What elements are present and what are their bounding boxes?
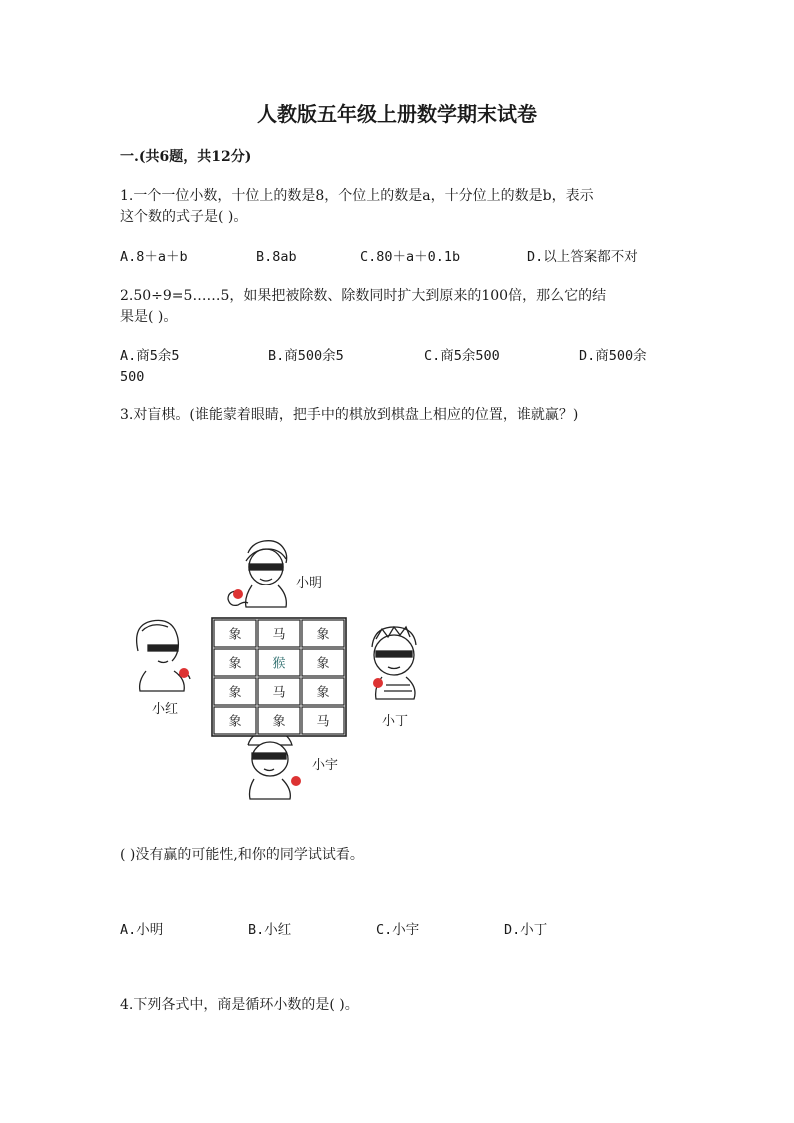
board-piece-label: 马 bbox=[316, 714, 330, 730]
q1-option-d[interactable]: D.以上答案都不对 bbox=[527, 249, 638, 265]
q1-option-a[interactable]: A.8＋a＋b bbox=[120, 249, 188, 265]
chess-piece-icon bbox=[179, 668, 189, 678]
q1-option-b[interactable]: B.8ab bbox=[256, 249, 297, 265]
board-piece-label: 象 bbox=[316, 656, 330, 672]
board-piece-label: 猴 bbox=[272, 656, 286, 672]
q1-option-c[interactable]: C.80＋a＋0.1b bbox=[360, 249, 461, 265]
player-label-left: 小红 bbox=[152, 702, 179, 717]
page-title: 人教版五年级上册数学期末试卷 bbox=[257, 102, 537, 126]
player-label-bottom: 小宇 bbox=[312, 758, 339, 773]
q3-option-a[interactable]: A.小明 bbox=[120, 922, 164, 938]
chess-piece-icon bbox=[233, 589, 243, 599]
q1-text-line2: 这个数的式子是( )。 bbox=[120, 209, 248, 225]
q2-text-line1: 2.50÷9=5……5，如果把被除数、除数同时扩大到原来的100倍，那么它的结 bbox=[120, 288, 607, 304]
board-piece-label: 马 bbox=[272, 627, 286, 643]
player-label-right: 小丁 bbox=[382, 714, 409, 729]
q2-option-d[interactable]: D.商500余 bbox=[579, 348, 647, 364]
blind-chess-figure bbox=[120, 535, 440, 805]
q3-text-line1: 3.对盲棋。(谁能蒙着眼睛，把手中的棋放到棋盘上相应的位置，谁就赢？) bbox=[120, 407, 579, 423]
player-label-top: 小明 bbox=[296, 576, 323, 591]
q4-text-line1: 4.下列各式中，商是循环小数的是( )。 bbox=[120, 997, 359, 1013]
q2-option-c[interactable]: C.商5余500 bbox=[424, 348, 500, 364]
board-piece-label: 象 bbox=[228, 627, 242, 643]
q3-option-b[interactable]: B.小红 bbox=[248, 922, 292, 938]
q3-option-c[interactable]: C.小宇 bbox=[376, 922, 420, 938]
q2-option-b[interactable]: B.商500余5 bbox=[268, 348, 344, 364]
q2-text-line2: 果是( )。 bbox=[120, 309, 178, 325]
chess-board bbox=[212, 618, 346, 736]
board-piece-label: 象 bbox=[316, 627, 330, 643]
q3-question: ( )没有赢的可能性,和你的同学试试看。 bbox=[120, 847, 364, 863]
q2-option-d-continued: 500 bbox=[120, 369, 145, 385]
board-piece-label: 象 bbox=[228, 656, 242, 672]
board-piece-label: 象 bbox=[228, 685, 242, 701]
section-heading: 一.(共6题，共12分) bbox=[120, 149, 252, 165]
board-piece-label: 象 bbox=[228, 714, 242, 730]
q3-option-d[interactable]: D.小丁 bbox=[504, 922, 548, 938]
board-piece-label: 象 bbox=[316, 685, 330, 701]
q1-text-line1: 1.一个一位小数，十位上的数是8，个位上的数是a，十分位上的数是b，表示 bbox=[120, 188, 594, 204]
kid-xiaoding-illustration bbox=[372, 627, 416, 699]
kid-xiaoyu-illustration bbox=[248, 731, 292, 799]
q2-option-a[interactable]: A.商5余5 bbox=[120, 348, 180, 364]
board-piece-label: 象 bbox=[272, 714, 286, 730]
kid-xiaohong-illustration bbox=[137, 620, 190, 691]
chess-piece-icon bbox=[291, 776, 301, 786]
chess-piece-icon bbox=[373, 678, 383, 688]
board-piece-label: 马 bbox=[272, 685, 286, 701]
